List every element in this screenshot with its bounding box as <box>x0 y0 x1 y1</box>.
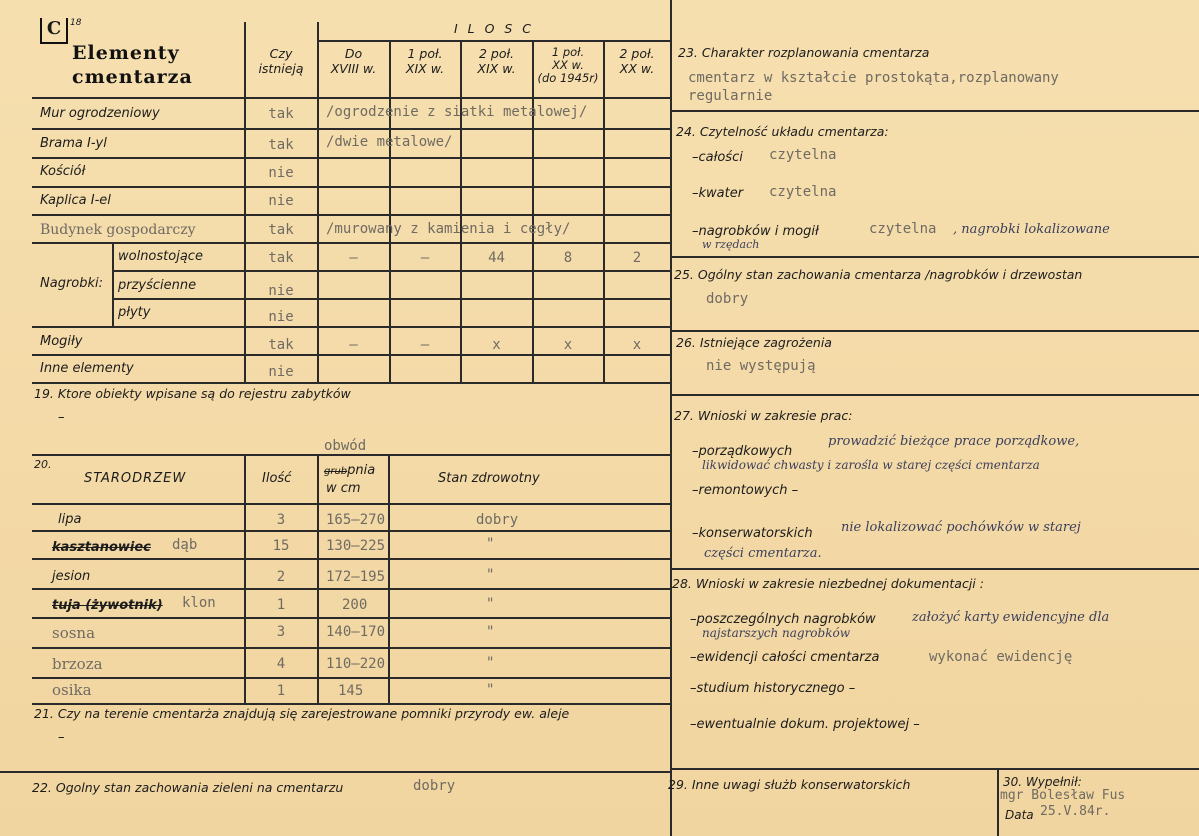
s24-graves-label: –nagrobków i mogił <box>692 224 819 239</box>
s24-graves-handwritten-2: w rzędach <box>702 238 760 251</box>
tree-girth: 140–170 <box>326 624 386 640</box>
val-mogily-2: – <box>420 337 430 353</box>
s30-name: mgr Bolesław Fus <box>1000 788 1126 803</box>
s27-conservation-label: –konserwatorskich <box>692 526 813 541</box>
s27-cleanup-handwritten-2: likwidować chwasty i zarośla w starej części cmentarza <box>702 458 1040 472</box>
s27-cleanup-label: –porządkowych <box>692 444 793 459</box>
tree-count: 3 <box>276 512 286 528</box>
tree-health: " <box>486 596 495 612</box>
tree-name: brzoza <box>52 655 103 673</box>
exists-kaplica: nie <box>268 193 294 209</box>
s25-label: 25. Ogólny stan zachowania cmentarza /nagrobków i drzewostan <box>674 267 1083 282</box>
exists-wolnostojace: tak <box>268 250 294 266</box>
grid-line <box>0 771 670 773</box>
val-wolnostojace-2: – <box>420 250 430 266</box>
grid-line <box>32 677 670 679</box>
section-title-line2: cmentarza <box>72 66 193 88</box>
val-mogily-3: x <box>492 337 501 353</box>
tree-girth: 200 <box>342 597 368 613</box>
tree-name: sosna <box>52 624 96 642</box>
val-mogily-1: – <box>349 337 358 353</box>
s23-label: 23. Charakter rozplanowania cmentarza <box>678 45 930 60</box>
grid-line <box>671 330 1199 332</box>
s26-value: nie występują <box>706 358 816 374</box>
s26-label: 26. Istniejące zagrożenia <box>676 335 832 350</box>
note-brama: /dwie metalowe/ <box>326 134 453 150</box>
s19-label: 19. Ktore obiekty wpisane są do rejestru zabytków <box>34 386 351 401</box>
s28-records-value: wykonać ewidencję <box>929 649 1073 665</box>
row-label-mur: Mur ogrodzeniowy <box>40 106 160 121</box>
note-budynek: /murowany z kamienia i cegły/ <box>326 221 571 237</box>
grid-line <box>670 0 672 836</box>
grid-line <box>32 354 670 356</box>
s23-value-line2: regularnie <box>688 88 773 104</box>
col-header-xx-1: 1 poł. XX w. (do 1945r) <box>537 45 599 85</box>
s23-value-line1: cmentarz w kształcie prostokąta,rozplanowany <box>688 70 1059 86</box>
tree-health: " <box>486 567 495 583</box>
s28-gravestones-label: –poszczególnych nagrobków <box>690 612 876 627</box>
s20-header-health: Stan zdrowotny <box>438 471 540 486</box>
tree-name-correction: klon <box>182 595 216 611</box>
s29-label: 29. Inne uwagi służb konserwatorskich <box>668 777 911 792</box>
row-label-kosciol: Kościół <box>40 164 86 179</box>
tree-girth: 110–220 <box>326 656 386 672</box>
row-label-kaplica: Kaplica I-el <box>40 193 111 208</box>
grid-line <box>389 40 391 382</box>
note-mur: /ogrodzenie z siatki metalowej/ <box>326 104 588 120</box>
exists-budynek: tak <box>268 222 294 238</box>
tree-health: dobry <box>476 512 519 528</box>
val-wolnostojace-4: 8 <box>563 250 573 266</box>
s28-history-label: –studium historycznego – <box>690 681 856 696</box>
s30-label: 30. Wypełnił: <box>1003 775 1082 789</box>
form-code-sup: 18 <box>70 18 82 28</box>
grid-line <box>32 647 670 649</box>
s22-value: dobry <box>413 778 456 794</box>
tree-name: tuja (żywotnik) <box>52 598 163 613</box>
val-wolnostojace-5: 2 <box>632 250 642 266</box>
val-mogily-4: x <box>563 337 573 353</box>
obwod-note: obwód <box>324 438 367 454</box>
grid-line <box>32 242 670 244</box>
grid-line <box>32 503 670 505</box>
tree-name: kasztanowiec <box>52 540 151 555</box>
s24-quarters-label: –kwater <box>692 186 744 201</box>
exists-mur: tak <box>268 106 294 122</box>
s22-label: 22. Ogolny stan zachowania zieleni na cmentarzu <box>32 780 344 795</box>
grid-line <box>112 270 670 272</box>
s20-header-count: Ilość <box>262 471 292 486</box>
exists-inne: nie <box>268 364 294 380</box>
tree-girth: 165–270 <box>326 512 386 528</box>
tree-girth: 172–195 <box>326 569 386 585</box>
grid-line <box>32 97 670 99</box>
s24-graves-handwritten-1: , nagrobki lokalizowane <box>953 222 1110 237</box>
s24-label: 24. Czytelność układu cmentarza: <box>676 124 889 139</box>
tree-count: 4 <box>276 656 286 672</box>
row-label-przyscienne: przyścienne <box>118 278 197 293</box>
s21-value: – <box>58 730 65 745</box>
grid-line <box>32 128 670 130</box>
grid-line <box>32 454 670 456</box>
s27-label: 27. Wnioski w zakresie prac: <box>674 408 853 423</box>
col-header-xx-2: 2 poł. XX w. <box>619 46 655 76</box>
tree-name: osika <box>52 681 92 699</box>
s27-cleanup-handwritten-1: prowadzić bieżące prace porządkowe, <box>828 434 1080 449</box>
val-mogily-5: x <box>632 337 642 353</box>
tree-health: " <box>486 624 495 640</box>
tree-girth: 145 <box>338 683 364 699</box>
grid-line <box>112 242 114 326</box>
tree-count: 15 <box>272 538 290 554</box>
grid-line <box>997 768 999 836</box>
tree-health: " <box>486 655 495 671</box>
row-label-plyty: płyty <box>118 305 151 320</box>
grid-line <box>671 568 1199 570</box>
s25-value: dobry <box>706 291 749 307</box>
s21-label: 21. Czy na terenie cmentarża znajdują się zarejestrowane pomniki przyrody ew. aleje <box>34 706 570 721</box>
row-label-budynek: Budynek gospodarczy <box>40 222 196 238</box>
s28-gravestones-handwritten-1: założyć karty ewidencyjne dla <box>912 610 1110 625</box>
grid-line <box>388 454 390 703</box>
s27-conservation-handwritten-1: nie lokalizować pochówków w starej <box>841 520 1081 535</box>
exists-plyty: nie <box>268 309 294 325</box>
grid-line <box>32 326 670 328</box>
grid-line <box>318 40 670 42</box>
section-title-line1: Elementy <box>72 42 180 64</box>
exists-brama: tak <box>268 137 294 153</box>
s24-whole-label: –całości <box>692 150 743 165</box>
grid-line <box>32 588 670 590</box>
grid-line <box>671 768 1199 770</box>
grid-line <box>460 40 462 382</box>
grid-line <box>317 454 319 703</box>
s24-quarters-value: czytelna <box>769 184 837 200</box>
grid-line <box>532 40 534 382</box>
grid-line <box>32 382 670 384</box>
grid-line <box>112 298 670 300</box>
tree-count: 1 <box>276 683 286 699</box>
s28-gravestones-handwritten-2: najstarszych nagrobków <box>702 626 850 640</box>
grid-line <box>671 394 1199 396</box>
s24-graves-value: czytelna <box>869 221 937 237</box>
tree-count: 1 <box>276 597 286 613</box>
tree-name-correction: dąb <box>172 537 198 553</box>
exists-kosciol: nie <box>268 165 294 181</box>
tree-girth: 130–225 <box>326 538 386 554</box>
grid-line <box>603 40 605 382</box>
tree-count: 2 <box>276 569 286 585</box>
grid-line <box>32 703 670 705</box>
form-code-badge: C <box>40 18 68 44</box>
count-group-header: I L O S C <box>453 21 535 36</box>
s30-date: 25.V.84r. <box>1040 804 1111 819</box>
s24-whole-value: czytelna <box>769 147 837 163</box>
grid-line <box>317 22 319 382</box>
tree-name: lipa <box>58 512 82 527</box>
row-label-wolnostojace: wolnostojące <box>118 249 203 264</box>
col-header-xix-2: 2 poł. XIX w. <box>477 46 516 76</box>
exists-przyscienne: nie <box>268 283 294 299</box>
s19-value: – <box>58 410 65 425</box>
col-header-xix-1: 1 poł. XIX w. <box>405 46 445 76</box>
exists-header: Czy istnieją <box>258 46 304 76</box>
s20-header-girth-unit: w cm <box>326 481 361 496</box>
grid-line <box>32 530 670 532</box>
col-header-xviii: Do XVIII w. <box>330 46 377 76</box>
grid-line <box>32 186 670 188</box>
s20-header-girth: grubpnia <box>324 463 376 478</box>
grid-line <box>32 558 670 560</box>
s28-records-label: –ewidencji całości cmentarza <box>690 650 880 665</box>
s28-project-label: –ewentualnie dokum. projektowej – <box>690 717 920 732</box>
s27-conservation-handwritten-2: części cmentarza. <box>704 546 822 561</box>
grid-line <box>32 617 670 619</box>
s20-header-tree: STARODRZEW <box>84 471 187 486</box>
tree-name: jesion <box>52 569 91 584</box>
s20-number: 20. <box>34 458 52 471</box>
tree-count: 3 <box>276 624 286 640</box>
row-label-mogily: Mogiły <box>40 334 83 349</box>
tree-health: " <box>486 536 495 552</box>
s27-repair-label: –remontowych – <box>692 483 799 498</box>
s30-date-label: Data <box>1005 808 1034 822</box>
s28-label: 28. Wnioski w zakresie niezbednej dokumentacji : <box>672 576 984 591</box>
exists-mogily: tak <box>268 337 294 353</box>
grid-line <box>671 256 1199 258</box>
grid-line <box>32 157 670 159</box>
grid-line <box>671 110 1199 112</box>
row-label-brama: Brama I-yl <box>40 136 107 151</box>
val-wolnostojace-3: 44 <box>488 250 505 266</box>
tree-health: " <box>486 682 495 698</box>
nagrobki-label: Nagrobki: <box>40 276 104 291</box>
val-wolnostojace-1: – <box>349 250 358 266</box>
row-label-inne: Inne elementy <box>40 361 134 376</box>
grid-line <box>32 214 670 216</box>
